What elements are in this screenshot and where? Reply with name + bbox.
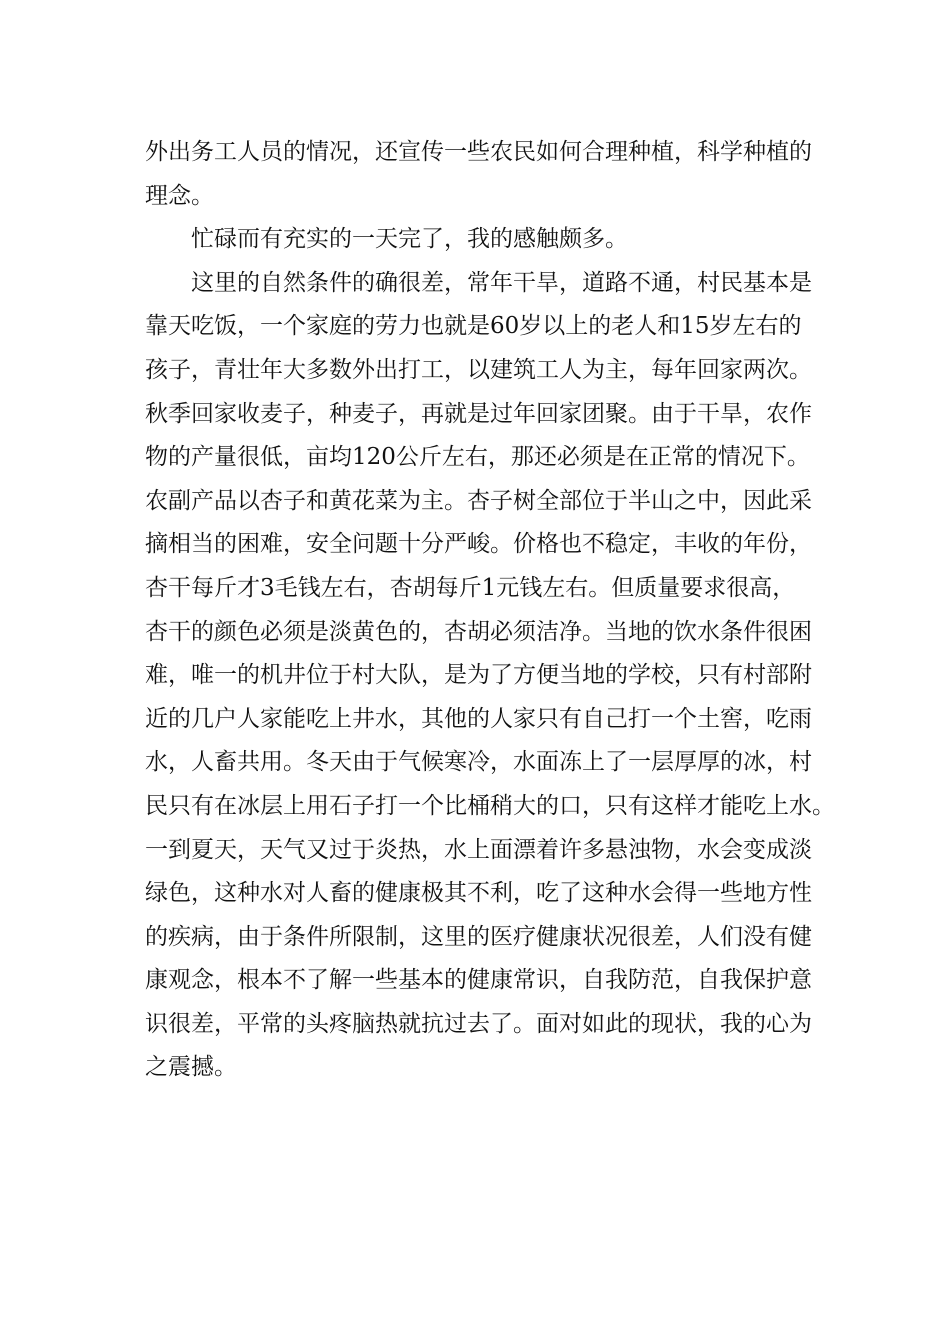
text-line: 农副产品以杏子和黄花菜为主。杏子树全部位于半山之中，因此采: [145, 487, 812, 514]
text-line: 物的产量很低，亩均120公斤左右，那还必须是在正常的情况下。: [145, 444, 810, 471]
paragraph-2: [145, 218, 817, 262]
text-line: 难，唯一的机井位于村大队，是为了方便当地的学校，只有村部附: [145, 662, 812, 689]
text-line: 之震撼。: [145, 1054, 237, 1081]
text-line: 这里的自然条件的确很差，常年干旱，道路不通，村民基本是: [191, 269, 812, 296]
text-line: 康观念，根本不了解一些基本的健康常识，自我防范，自我保护意: [145, 967, 812, 994]
text-line: 近的几户人家能吃上井水，其他的人家只有自己打一个土窖，吃雨: [145, 705, 812, 732]
text-line: 识很差，平常的头疼脑热就抗过去了。面对如此的现状，我的心为: [145, 1010, 812, 1037]
text-line: 的疾病，由于条件所限制，这里的医疗健康状况很差，人们没有健: [145, 923, 812, 950]
paragraph-3: [145, 262, 835, 1090]
text-line: 秋季回家收麦子，种麦子，再就是过年回家团聚。由于干旱，农作: [145, 400, 812, 427]
text-line: 一到夏天，天气又过于炎热，水上面漂着许多悬浊物，水会变成淡: [145, 836, 812, 863]
text-line: 杏干每斤才3毛钱左右，杏胡每斤1元钱左右。但质量要求很高，: [145, 574, 796, 601]
paragraph-1: [145, 131, 817, 218]
text-line: 水，人畜共用。冬天由于气候寒冷，水面冻上了一层厚厚的冰，村: [145, 749, 812, 776]
text-line: 民只有在冰层上用石子打一个比桶稍大的口，只有这样才能吃上水。: [145, 792, 835, 819]
text-line: 靠天吃饭，一个家庭的劳力也就是60岁以上的老人和15岁左右的: [145, 313, 802, 340]
text-line: 忙碌而有充实的一天完了，我的感触颇多。: [191, 226, 628, 253]
text-line: 理念。: [145, 182, 214, 209]
text-line: 绿色，这种水对人畜的健康极其不利，吃了这种水会得一些地方性: [145, 880, 812, 907]
text-line: 孩子，青壮年大多数外出打工，以建筑工人为主，每年回家两次。: [145, 356, 812, 383]
document-body: [145, 131, 835, 1090]
text-line: 外出务工人员的情况，还宣传一些农民如何合理种植，科学种植的: [145, 139, 812, 165]
text-line: 杏干的颜色必须是淡黄色的，杏胡必须洁净。当地的饮水条件很困: [145, 618, 812, 645]
text-line: 摘相当的困难，安全问题十分严峻。价格也不稳定，丰收的年份，: [145, 531, 812, 558]
